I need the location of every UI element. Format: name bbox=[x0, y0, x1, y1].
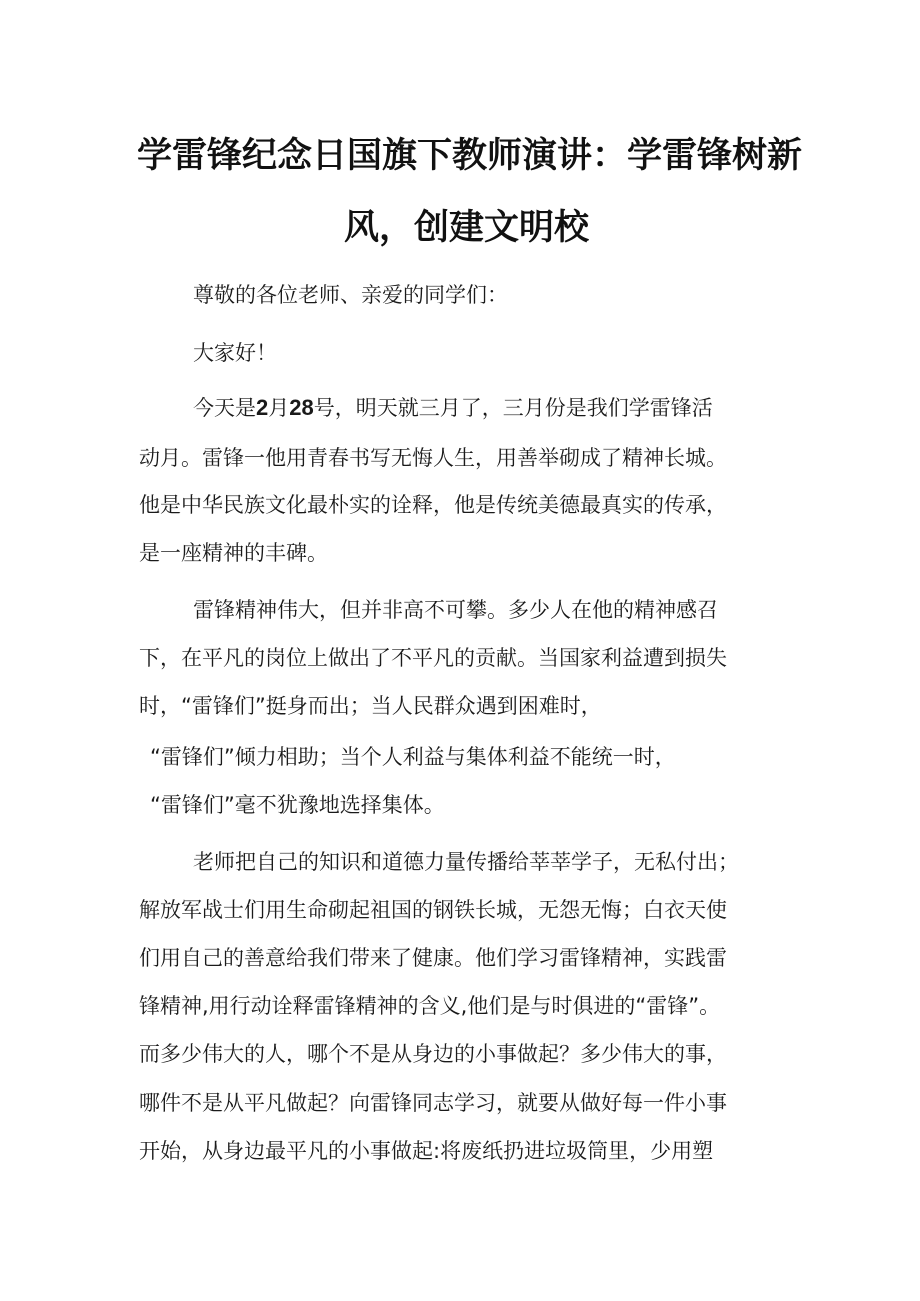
paragraph-2-line-3: 时，“雷锋们”挺身而出；当人民群众遇到困难时， bbox=[139, 694, 602, 718]
paragraph-2-line-5: “雷锋们”毫不犹豫地选择集体。 bbox=[150, 793, 445, 817]
document-title-line-2: 风，创建文明校 bbox=[344, 208, 590, 248]
paragraph-3-line-3: 们用自己的善意给我们带来了健康。他们学习雷锋精神，实践雷 bbox=[139, 946, 727, 970]
paragraph-3-line-1: 老师把自己的知识和道德力量传播给莘莘学子，无私付出； bbox=[193, 850, 739, 874]
p1-text-month: 月 bbox=[268, 396, 290, 420]
paragraph-2-line-1: 雷锋精神伟大，但并非高不可攀。多少人在他的精神感召 bbox=[193, 598, 718, 622]
paragraph-2-line-2: 下，在平凡的岗位上做出了不平凡的贡献。当国家利益遭到损失 bbox=[139, 646, 727, 670]
salutation: 尊敬的各位老师、亲爱的同学们： bbox=[193, 283, 508, 307]
paragraph-1-line-2: 动月。雷锋一他用青春书写无悔人生，用善举砌成了精神长城。 bbox=[139, 446, 727, 470]
greeting: 大家好！ bbox=[193, 341, 277, 365]
paragraph-3-line-2: 解放军战士们用生命砌起祖国的钢铁长城，无怨无悔；白衣天使 bbox=[139, 898, 727, 922]
p1-text-pre: 今天是 bbox=[193, 396, 256, 420]
paragraph-3-line-6: 哪件不是从平凡做起？向雷锋同志学习，就要从做好每一件小事 bbox=[139, 1091, 727, 1115]
paragraph-1-line-4: 是一座精神的丰碑。 bbox=[139, 541, 328, 565]
paragraph-1-line-3: 他是中华民族文化最朴实的诠释，他是传统美德最真实的传承， bbox=[139, 493, 727, 517]
p1-text-post: 号，明天就三月了，三月份是我们学雷锋活 bbox=[313, 396, 713, 420]
paragraph-3-line-5: 而多少伟大的人，哪个不是从身边的小事做起？多少伟大的事， bbox=[139, 1042, 727, 1066]
p1-month-number: 2 bbox=[256, 395, 269, 420]
paragraph-2-line-4: “雷锋们”倾力相助；当个人利益与集体利益不能统一时， bbox=[150, 745, 676, 769]
p1-day-number: 28 bbox=[289, 395, 314, 420]
paragraph-3-line-4: 锋精神,用行动诠释雷锋精神的含义,他们是与时俱进的“雷锋”。 bbox=[139, 994, 721, 1018]
paragraph-3-line-7: 开始，从身边最平凡的小事做起:将废纸扔进垃圾筒里，少用塑 bbox=[139, 1139, 714, 1163]
paragraph-1-line-1 bbox=[193, 394, 713, 422]
document-title-line-1: 学雷锋纪念日国旗下教师演讲：学雷锋树新 bbox=[137, 136, 803, 176]
